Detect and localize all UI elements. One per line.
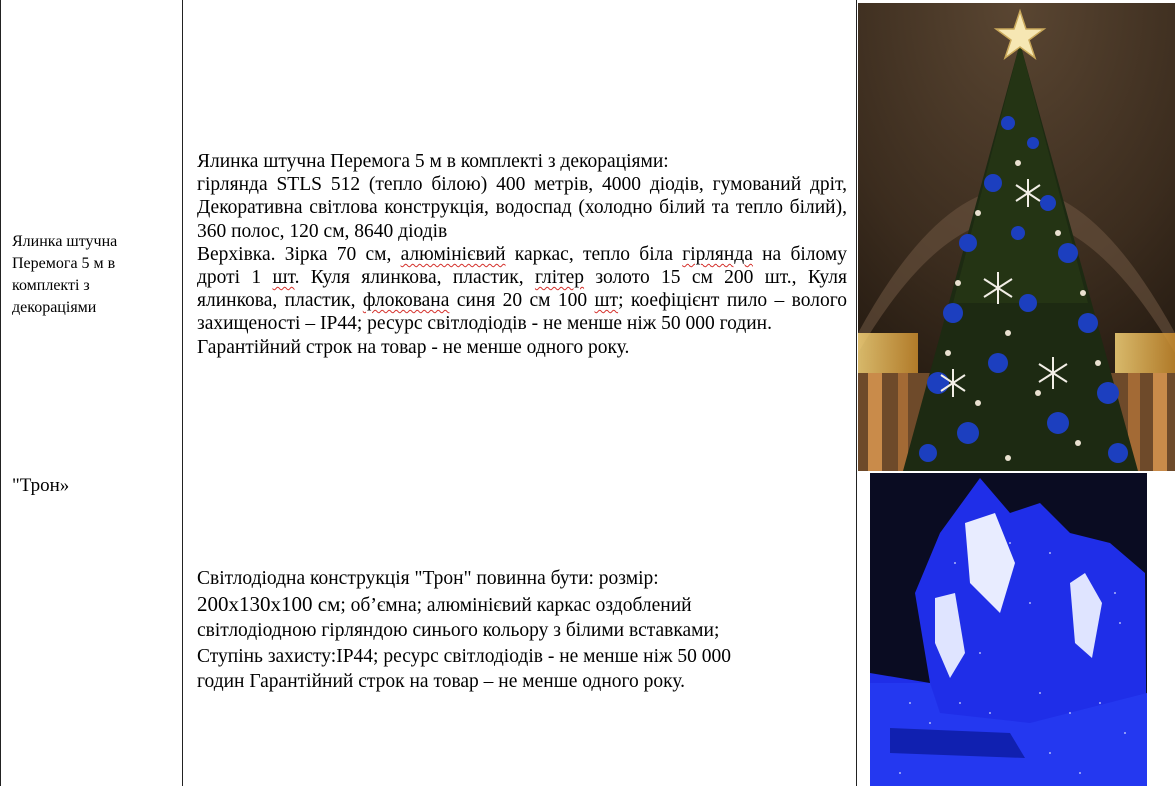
description-line — [197, 592, 847, 619]
christmas-tree-illustration — [858, 3, 1175, 471]
text-span: синя 20 см 100 — [449, 290, 595, 312]
product-name-throne: "Трон» — [12, 475, 70, 496]
text-span: золото 15 см 200 шт., Куля ялинкова, пластик, — [197, 267, 847, 312]
size-value: 200х130х100 см — [197, 591, 341, 616]
description-line: світлодіодною гірляндою синього кольору з білими вставками; — [197, 620, 720, 641]
description-line: Світлодіодна конструкція "Трон" повинна бути: розмір: — [197, 568, 659, 589]
table-border-col2 — [856, 0, 857, 786]
text-span: . Куля ялинкова, пластик, — [294, 267, 535, 289]
description-line: годин Гарантійний строк на товар – не менше одного року. — [197, 671, 686, 692]
spellcheck-word: гірлянда — [682, 243, 753, 265]
description-line: Ялинка штучна Перемога 5 м в комплекті з декораціями: — [197, 151, 669, 172]
text-span: Верхівка. Зірка 70 см, — [197, 243, 401, 265]
text-span: на білому дроті 1 — [197, 243, 847, 289]
description-paragraph — [197, 243, 847, 336]
table-border-left — [0, 0, 1, 786]
led-throne-illustration — [870, 473, 1147, 786]
spellcheck-word: глітер — [534, 267, 585, 289]
description-line: Ступінь захисту:IP44; ресурс світлодіодів - не менше ніж 50 000 — [197, 645, 731, 667]
led-throne-photo — [870, 473, 1147, 786]
product-description-throne — [197, 566, 847, 695]
spellcheck-word: флокована — [362, 290, 450, 312]
spellcheck-word: шт — [594, 290, 619, 312]
product-description-tree — [197, 150, 847, 359]
christmas-tree-photo — [858, 3, 1175, 471]
text-span: ; об’ємна; алюмінієвий каркас оздоблений — [340, 594, 692, 616]
description-line: гірлянда STLS 512 (тепло білою) 400 метрів, 4000 діодів, гумований дріт, Декоративна світлова конструкція, водоспад (холодно білий та тепло білий), 360 полос, 120 см, 8640 діодів — [197, 174, 847, 242]
text-span: каркас, тепло біла — [505, 243, 683, 265]
text-span: ; коефіцієнт пило – волого захищеності – IP44; ресурс світлодіодів - не менше ніж 50 000 годин. — [197, 290, 847, 335]
spellcheck-word: шт — [272, 267, 295, 289]
spellcheck-word: алюмінієвий — [400, 243, 506, 265]
table-border-col1 — [182, 0, 183, 786]
product-name-tree: Ялинка штучна Перемога 5 м в комплекті з декораціями — [12, 233, 118, 316]
warranty-line: Гарантійний строк на товар - не менше одного року. — [197, 336, 630, 358]
